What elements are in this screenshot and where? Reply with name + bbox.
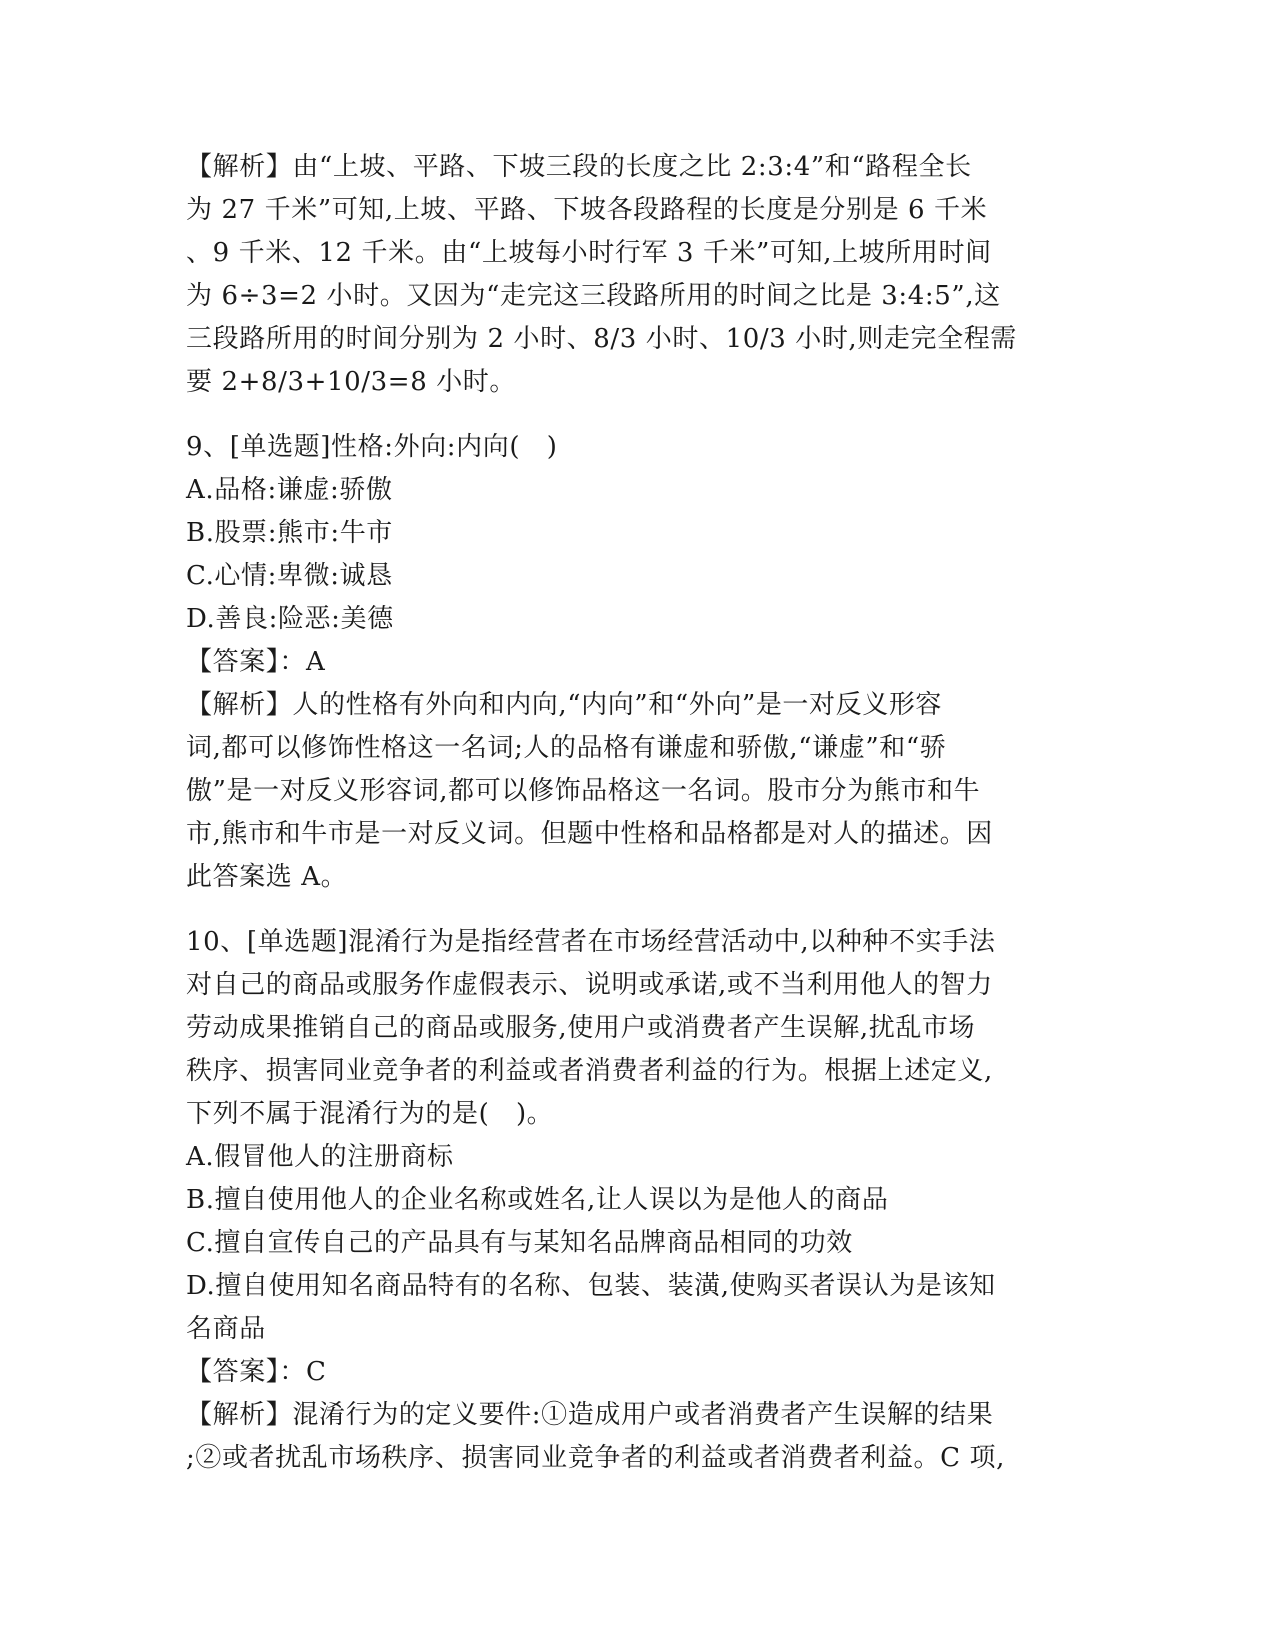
q9-option-a: A.品格:谦虚:骄傲 [186,475,393,505]
question-10 [186,921,1086,1480]
q10-analysis-line: 【解析】混淆行为的定义要件:①造成用户或者消费者产生误解的结果 [186,1400,994,1430]
q9-option-c: C.心情:卑微:诚恳 [186,561,393,591]
q10-answer: 【答案】：C [186,1357,327,1387]
q8-analysis-line: 要 2+8/3+10/3=8 小时。 [186,367,516,397]
question-9 [186,426,1086,899]
q9-analysis-line: 词,都可以修饰性格这一名词;人的品格有谦虚和骄傲,“谦虚”和“骄 [186,733,947,763]
q9-question: 9、[单选题]性格:外向:内向( ) [186,432,558,462]
q10-option-b: B.擅自使用他人的企业名称或姓名,让人误以为是他人的商品 [186,1185,889,1215]
q10-question-line: 对自己的商品或服务作虚假表示、说明或承诺,或不当利用他人的智力 [186,970,993,1000]
q8-analysis-line: 【解析】由“上坡、平路、下坡三段的长度之比 2:3:4”和“路程全长 [186,152,972,182]
q9-analysis-line: 此答案选 A。 [186,862,348,892]
paragraph-gap [186,404,1086,426]
q9-analysis-line: 市,熊市和牛市是一对反义词。但题中性格和品格都是对人的描述。因 [186,819,993,849]
q9-analysis-line: 【解析】人的性格有外向和内向,“内向”和“外向”是一对反义形容 [186,690,943,720]
q10-question-line: 10、[单选题]混淆行为是指经营者在市场经营活动中,以种种不实手法 [186,927,996,957]
q8-analysis [186,146,1086,404]
q8-analysis-line: 、9 千米、12 千米。由“上坡每小时行军 3 千米”可知,上坡所用时间 [186,238,992,268]
q10-option-a: A.假冒他人的注册商标 [186,1142,454,1172]
document-page [186,146,1086,1480]
q9-answer: 【答案】：A [186,647,326,677]
q8-analysis-line: 为 6÷3=2 小时。又因为“走完这三段路所用的时间之比是 3:4:5”,这 [186,281,1001,311]
q10-option-d-continued: 名商品 [186,1314,266,1344]
q9-analysis-line: 傲”是一对反义形容词,都可以修饰品格这一名词。股市分为熊市和牛 [186,776,981,806]
q10-question-line: 下列不属于混淆行为的是( )。 [186,1099,554,1129]
q10-analysis-line: ;②或者扰乱市场秩序、损害同业竞争者的利益或者消费者利益。C 项, [186,1443,1005,1473]
q10-question-line: 劳动成果推销自己的商品或服务,使用户或消费者产生误解,扰乱市场 [186,1013,976,1043]
q8-analysis-line: 为 27 千米”可知,上坡、平路、下坡各段路程的长度是分别是 6 千米 [186,195,988,225]
q10-question-line: 秩序、损害同业竞争者的利益或者消费者利益的行为。根据上述定义, [186,1056,993,1086]
q9-option-b: B.股票:熊市:牛市 [186,518,393,548]
q10-option-c: C.擅自宣传自己的产品具有与某知名品牌商品相同的功效 [186,1228,853,1258]
q10-option-d: D.擅自使用知名商品特有的名称、包装、装潢,使购买者误认为是该知 [186,1271,996,1301]
q9-option-d: D.善良:险恶:美德 [186,604,394,634]
paragraph-gap [186,899,1086,921]
q8-analysis-line: 三段路所用的时间分别为 2 小时、8/3 小时、10/3 小时,则走完全程需 [186,324,1017,354]
